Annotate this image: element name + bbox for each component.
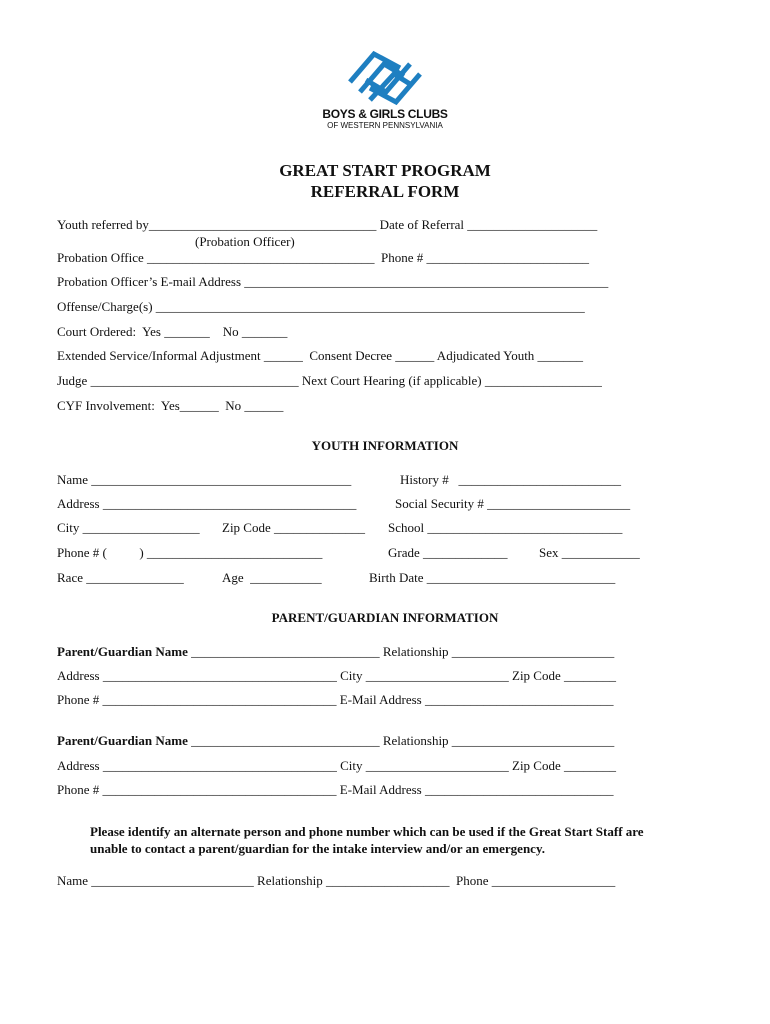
guardian-2-name-line (57, 733, 614, 749)
logo-title: BOYS & GIRLS CLUBS (322, 107, 448, 121)
form-title: GREAT START PROGRAM (279, 161, 491, 180)
youth-city-field: City __________________ (57, 520, 200, 535)
court-ordered-line: Court Ordered: Yes _______ No _______ (57, 324, 288, 339)
grade-field: Grade _____________ (388, 545, 508, 560)
youth-section-heading: YOUTH INFORMATION (311, 438, 459, 453)
hands-logo-icon (340, 48, 430, 108)
guardian-name-blank: _____________________________ Relationship _________________________ (191, 733, 615, 748)
guardian-1-phone-line: Phone # ____________________________________ E-Mail Address _____________________________ (57, 692, 614, 707)
offense-line: Offense/Charge(s) __________________________________________________________________ (57, 299, 585, 314)
birth-date-field: Birth Date _____________________________ (369, 570, 616, 585)
sex-field: Sex ____________ (539, 545, 640, 560)
guardian-name-label: Parent/Guardian Name (57, 733, 188, 748)
probation-office-line: Probation Office ___________________________________ Phone # _________________________ (57, 250, 590, 265)
guardian-name-blank: _____________________________ Relationship _________________________ (191, 644, 615, 659)
race-field: Race _______________ (57, 570, 184, 585)
guardian-2-phone-line: Phone # ____________________________________ E-Mail Address _____________________________ (57, 782, 614, 797)
guardian-name-label: Parent/Guardian Name (57, 644, 188, 659)
youth-address-field: Address _______________________________________ (57, 496, 357, 511)
guardian-1-address-line: Address ____________________________________ City ______________________ Zip Code ________ (57, 668, 616, 683)
po-email-line: Probation Officer’s E-mail Address ________________________________________________________ (57, 274, 609, 289)
age-field: Age ___________ (222, 570, 322, 585)
ssn-field: Social Security # ______________________ (395, 496, 631, 511)
form-subtitle: REFERRAL FORM (310, 182, 460, 201)
youth-phone-field: Phone # ( ) ___________________________ (57, 545, 323, 560)
history-field: History # _________________________ (400, 472, 621, 487)
youth-name-field: Name ________________________________________ (57, 472, 352, 487)
youth-zip-field: Zip Code ______________ (222, 520, 365, 535)
alternate-note-line-2: unable to contact a parent/guardian for the intake interview and/or an emergency. (90, 841, 545, 856)
guardian-2-address-line: Address ____________________________________ City ______________________ Zip Code ________ (57, 758, 616, 773)
school-field: School ______________________________ (388, 520, 623, 535)
logo-subtitle: OF WESTERN PENNSYLVANIA (327, 121, 443, 130)
youth-referred-by-line: Youth referred by___________________________________ Date of Referral ____________________ (57, 217, 598, 232)
parent-section-heading: PARENT/GUARDIAN INFORMATION (271, 610, 499, 625)
extended-service-line: Extended Service/Informal Adjustment ______ Consent Decree ______ Adjudicated Youth _______ (57, 348, 584, 363)
cyf-line: CYF Involvement: Yes______ No ______ (57, 398, 284, 413)
guardian-1-name-line (57, 644, 614, 660)
probation-officer-note: (Probation Officer) (195, 234, 295, 249)
alternate-note-line-1: Please identify an alternate person and phone number which can be used if the Great Start Staff are (90, 824, 644, 839)
alternate-contact-line: Name _________________________ Relationship ___________________ Phone ___________________ (57, 873, 616, 888)
judge-line: Judge ________________________________ Next Court Hearing (if applicable) __________________ (57, 373, 602, 388)
